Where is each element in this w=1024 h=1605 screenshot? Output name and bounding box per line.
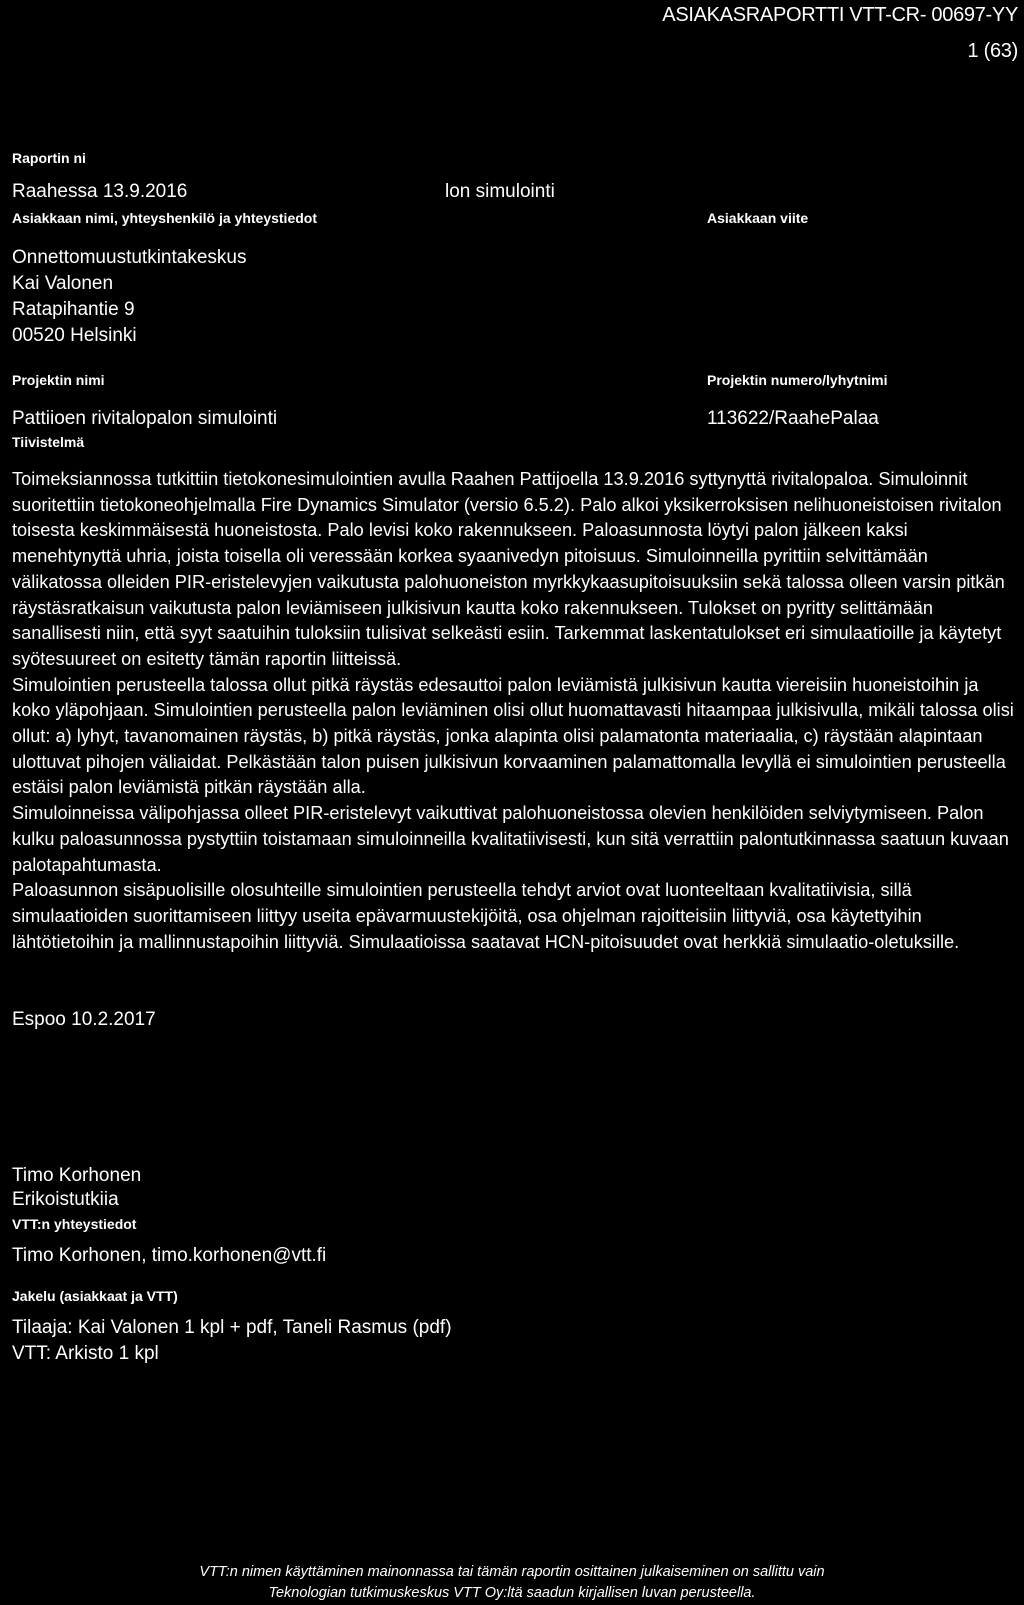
footer-line: Teknologian tutkimuskeskus VTT Oy:ltä saadun kirjallisen luvan perusteella. (268, 1585, 756, 1601)
summary-text (12, 467, 1020, 955)
project-number: 113622/RaahePalaa (707, 408, 879, 429)
summary-paragraph: Simuloinneissa välipohjassa olleet PIR-eristelevyt vaikuttivat palohuoneistossa olevien henkilöiden selviytymiseen. Palon kulku paloasunnossa pystyttiin toistamaan simuloinneilla kvalitatiivisesti, kun sitä verrattiin palontutkinnassa saatuun kuvaan palotapahtumasta. (12, 803, 1009, 875)
report-id: ASIAKASRAPORTTI VTT-CR- 00697-YY (662, 4, 1018, 26)
client-reference-label: Asiakkaan viite (707, 210, 809, 226)
summary-paragraph: Simulointien perusteella talossa ollut pitkä räystäs edesauttoi palon leviämistä julkisivun kautta viereisiin huoneistoihin ja koko yläpohjaan. Simulointien perusteella palon leviäminen olisi ollut huomattavasti hitaampaa julkisivulla, mikäli talossa olisi ollut: a) lyhyt, tavanomainen räystäs, b) pitkä räystäs, jonka alapinta olisi palamatonta materiaalia, c) räystään alapintaan ulottuvat pihojen väliaidat. Pelkästään talon puisen julkisivun korvaaminen palamattomalla levyllä ei simulointien perusteella estäisi palon leviämistä pitkän räystään alla. (12, 674, 1014, 798)
project-name-label: Projektin nimi (12, 372, 105, 388)
summary-label: Tiivistelmä (12, 434, 85, 450)
contact-label: VTT:n yhteystiedot (12, 1216, 137, 1232)
distribution-label: Jakelu (asiakkaat ja VTT) (12, 1288, 178, 1304)
project-name: Pattiioen rivitalopalon simulointi (12, 408, 278, 429)
report-name-part1: Raahessa 13.9.2016 (12, 181, 188, 202)
footer-notice (0, 1562, 1024, 1604)
client-line: 00520 Helsinki (12, 325, 137, 346)
contact-value: Timo Korhonen, timo.korhonen@vtt.fi (12, 1245, 327, 1266)
client-label: Asiakkaan nimi, yhteyshenkilö ja yhteystiedot (12, 210, 317, 226)
summary-paragraph: Paloasunnon sisäpuolisille olosuhteille simulointien perusteella tehdyt arviot ovat luonteeltaan kvalitatiivisia, sillä simulaatioiden suorittamiseen liittyy useita epävarmuustekijöitä, osa ohjelman rajoitteisiin liittyviä, osa käytettyihin lähtötietoihin ja mallinnustapoihin liittyviä. Simulaatioissa saatavat HCN-pitoisuudet ovat herkkiä simulaatio-oletuksille. (12, 880, 960, 952)
client-line: Onnettomuustutkintakeskus (12, 247, 247, 268)
distribution-line: VTT: Arkisto 1 kpl (12, 1343, 159, 1364)
project-number-label: Projektin numero/lyhytnimi (707, 372, 888, 388)
place-date: Espoo 10.2.2017 (12, 1009, 156, 1030)
signer-title: Erikoistutkiia (12, 1189, 119, 1210)
distribution-line: Tilaaja: Kai Valonen 1 kpl + pdf, Taneli Rasmus (pdf) (12, 1317, 452, 1338)
footer-line: VTT:n nimen käyttäminen mainonnassa tai tämän raportin osittainen julkaiseminen on sallittu vain (199, 1564, 825, 1580)
signer-name: Timo Korhonen (12, 1165, 142, 1186)
client-line: Ratapihantie 9 (12, 299, 135, 320)
page-number: 1 (63) (967, 40, 1018, 62)
client-line: Kai Valonen (12, 273, 114, 294)
report-name-label: Raportin ni (12, 150, 86, 166)
summary-paragraph: Toimeksiannossa tutkittiin tietokonesimulointien avulla Raahen Pattijoella 13.9.2016 syttynyttä rivitalopaloa. Simuloinnit suoritettiin tietokoneohjelmalla Fire Dynamics Simulator (versio 6.5.2). Palo alkoi yksikerroksisen nelihuoneistoisen rivitalon toisesta keskimmäisestä huoneistosta. Palo levisi koko rakennukseen. Paloasunnosta löytyi palon jälkeen kaksi menehtynyttä uhria, joista toisella oli veressään korkea syaanivedyn pitoisuus. Simuloinneilla pyrittiin selvittämään välikatossa olleiden PIR-eristelevyjen vaikutusta palohuoneiston myrkkykaasupitoisuuksiin sekä talossa olleen varsin pitkän räystäsratkaisun vaikutusta palon leviämiseen julkisivun kautta koko rakennukseen. Tulokset on pyritty selittämään sanallisesti niin, että syyt saatuihin tuloksiin tulisivat selkeästi esiin. Tarkemmat laskentatulokset eri simulaatioille ja käytetyt syötesuureet on esitetty tämän raportin liitteissä. (12, 469, 1005, 669)
report-name-part2: lon simulointi (445, 181, 555, 202)
